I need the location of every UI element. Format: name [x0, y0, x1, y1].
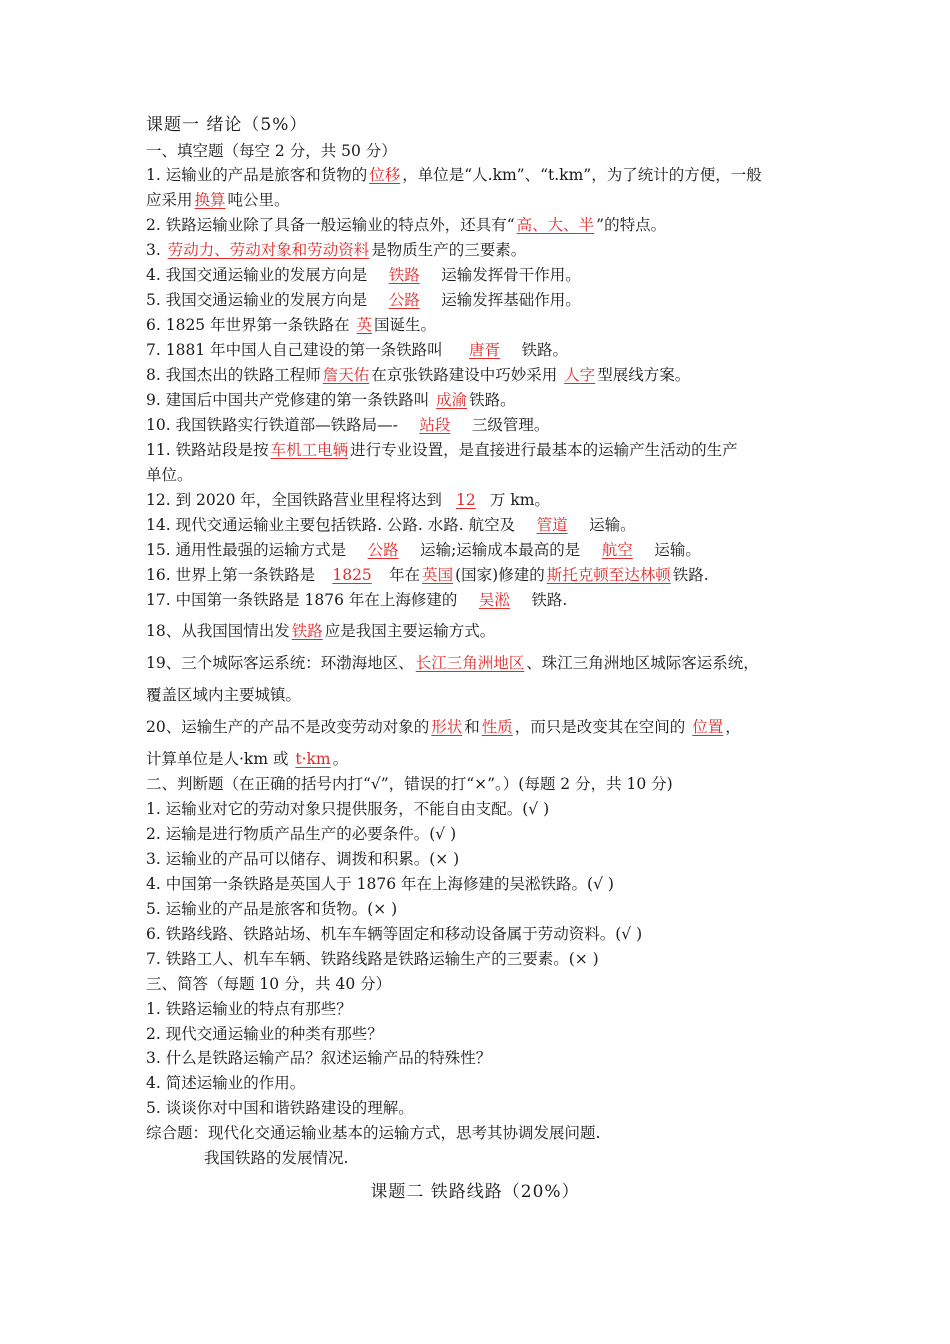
answer-text: 形状 [431, 718, 463, 736]
answer-text: 英 [356, 316, 373, 334]
question-19-cont: 覆盖区域内主要城镇。 [146, 686, 302, 704]
judge-header: 二、判断题（在正确的括号内打“√”，错误的打“×”。）(每题 2 分，共 10 分) [146, 775, 673, 793]
answer-text: 1825 [332, 566, 372, 584]
answer-text: 劳动力、劳动对象和劳动资料 [167, 241, 370, 259]
question-17: 17. 中国第一条铁路是 1876 年在上海修建的 吴淞 铁路. [146, 591, 568, 609]
question-18: 18、从我国国情出发 铁路 应是我国主要运输方式。 [146, 622, 496, 640]
question-11-cont: 单位。 [146, 466, 193, 484]
judge-item: 4. 中国第一条铁路是英国人于 1876 年在上海修建的吴淞铁路。(√ ) [146, 875, 614, 893]
answer-text: 公路 [367, 541, 399, 559]
question-8: 8. 我国杰出的铁路工程师 詹天佑 在京张铁路建设中巧妙采用 人字 型展线方案。 [146, 366, 691, 384]
answer-text: 人字 [564, 366, 596, 384]
judge-item: 3. 运输业的产品可以储存、调拨和积累。(× ) [146, 850, 460, 868]
question-14: 14. 现代交通运输业主要包括铁路. 公路. 水路. 航空及 管道 运输。 [146, 516, 636, 534]
answer-text: 吴淞 [478, 591, 510, 609]
question-20-cont: 计算单位是人·km 或 t·km 。 [146, 750, 349, 768]
question-4: 4. 我国交通运输业的发展方向是 铁路 运输发挥骨干作用。 [146, 266, 581, 284]
short-answer-item: 4. 简述运输业的作用。 [146, 1074, 306, 1092]
answer-text: 公路 [388, 291, 420, 309]
question-12: 12. 到 2020 年，全国铁路营业里程将达到 12 万 km。 [146, 491, 550, 509]
answer-text: 成渝 [436, 391, 468, 409]
question-10: 10. 我国铁路实行铁道部—铁路局—- 站段 三级管理。 [146, 416, 550, 434]
answer-text: 性质 [481, 718, 513, 736]
question-11: 11. 铁路站段是按 车机工电辆 进行专业设置，是直接进行最基本的运输产生活动的生产 [146, 441, 738, 459]
short-answer-item: 1. 铁路运输业的特点有那些？ [146, 1000, 352, 1018]
answer-text: 铁路 [388, 266, 420, 284]
answer-text: 位移 [369, 166, 401, 184]
answer-text: 英国 [422, 566, 454, 584]
answer-text: 长江三角洲地区 [415, 654, 525, 672]
answer-text: 管道 [536, 516, 568, 534]
question-20: 20、运输生产的产品不是改变劳动对象的 形状 和 性质 ，而只是改变其在空间的 位置 ， [146, 718, 741, 736]
answer-text: 铁路 [291, 622, 323, 640]
question-7: 7. 1881 年中国人自己建设的第一条铁路叫 唐胥 铁路。 [146, 341, 569, 359]
comprehensive-question-cont: 我国铁路的发展情况. [204, 1149, 349, 1167]
answer-text: 12 [456, 491, 476, 509]
short-answer-item: 5. 谈谈你对中国和谐铁路建设的理解。 [146, 1099, 414, 1117]
judge-item: 7. 铁路工人、机车车辆、铁路线路是铁路运输生产的三要素。(× ) [146, 950, 599, 968]
answer-text: 位置 [692, 718, 724, 736]
question-15: 15. 通用性最强的运输方式是 公路 运输;运输成本最高的是 航空 运输。 [146, 541, 701, 559]
answer-text: 高、大、半 [516, 216, 595, 234]
answer-text: 车机工电辆 [270, 441, 349, 459]
question-9: 9. 建国后中国共产党修建的第一条铁路叫 成渝 铁路。 [146, 391, 516, 409]
judge-item: 2. 运输是进行物质产品生产的必要条件。(√ ) [146, 825, 457, 843]
fill-header: 一、填空题（每空 2 分，共 50 分） [146, 142, 397, 160]
answer-text: 航空 [601, 541, 633, 559]
question-16: 16. 世界上第一条铁路是 1825 年在 英国 (国家)修建的 斯托克顿至达林顿 铁路. [146, 566, 709, 584]
question-19: 19、三个城际客运系统：环渤海地区、 长江三角洲地区 、珠江三角洲地区城际客运系统， [146, 654, 759, 672]
answer-text: 站段 [419, 416, 451, 434]
question-3: 3. 劳动力、劳动对象和劳动资料 是物质生产的三要素。 [146, 241, 527, 259]
short-answer-item: 3. 什么是铁路运输产品？叙述运输产品的特殊性？ [146, 1049, 492, 1067]
question-1-cont: 应采用 换算 吨公里。 [146, 191, 290, 209]
question-2: 2. 铁路运输业除了具备一般运输业的特点外，还具有“ 高、大、半 ”的特点。 [146, 216, 667, 234]
answer-text: 斯托克顿至达林顿 [546, 566, 671, 584]
answer-text: 换算 [194, 191, 226, 209]
judge-item: 6. 铁路线路、铁路站场、机车车辆等固定和移动设备属于劳动资料。(√ ) [146, 925, 643, 943]
judge-item: 5. 运输业的产品是旅客和货物。(× ) [146, 900, 398, 918]
section1-title: 课题一 绪论（5%） [146, 115, 308, 135]
question-5: 5. 我国交通运输业的发展方向是 公路 运输发挥基础作用。 [146, 291, 581, 309]
question-1: 1. 运输业的产品是旅客和货物的 位移 ，单位是“人.km”、“t.km”，为了统计的方便，一般 [146, 166, 762, 184]
answer-text: 唐胥 [469, 341, 501, 359]
short-answer-item: 2. 现代交通运输业的种类有那些？ [146, 1025, 383, 1043]
short-answer-header: 三、简答（每题 10 分，共 40 分） [146, 975, 392, 993]
answer-text: t·km [295, 750, 331, 768]
section2-title: 课题二 铁路线路（20%） [370, 1182, 580, 1202]
answer-text: 詹天佑 [322, 366, 370, 384]
judge-item: 1. 运输业对它的劳动对象只提供服务，不能自由支配。(√ ) [146, 800, 550, 818]
comprehensive-question: 综合题：现代化交通运输业基本的运输方式，思考其协调发展问题. [146, 1124, 601, 1142]
question-6: 6. 1825 年世界第一条铁路在 英 国诞生。 [146, 316, 437, 334]
